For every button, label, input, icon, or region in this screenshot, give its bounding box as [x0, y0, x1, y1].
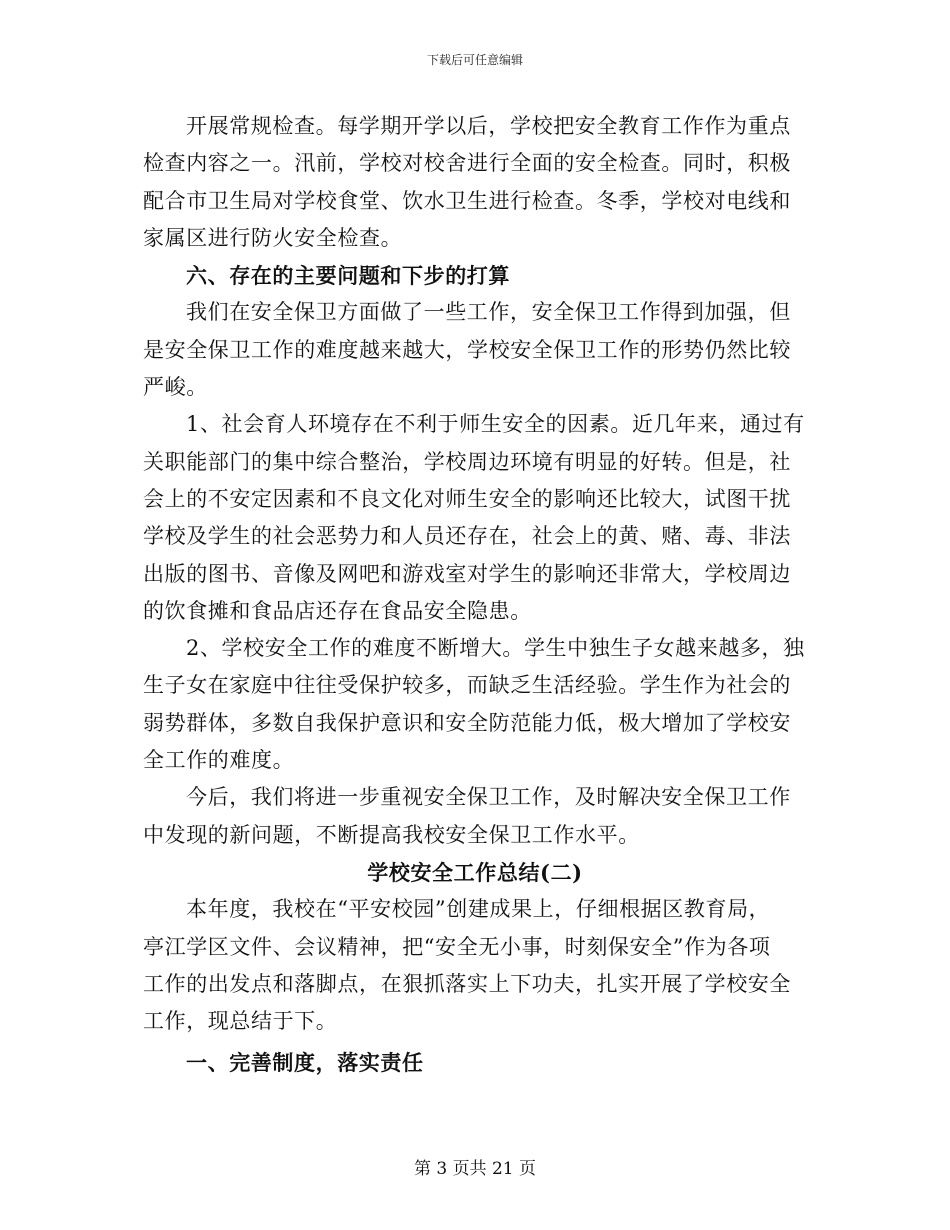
paragraph-line: 全工作的难度。	[143, 748, 295, 773]
paragraph-line: 学校及学生的社会恶势力和人员还存在，社会上的黄、赌、毒、非法	[143, 524, 791, 549]
paragraph-line: 弱势群体，多数自我保护意识和安全防范能力低，极大增加了学校安	[143, 710, 791, 735]
paragraph-line: 的饮食摊和食品店还存在食品安全隐患。	[143, 598, 532, 623]
paragraph-line: 中发现的新问题，不断提高我校安全保卫工作水平。	[143, 822, 640, 847]
paragraph-line: 2、学校安全工作的难度不断增大。学生中独生子女越来越多，独	[186, 636, 805, 661]
paragraph-line: 我们在安全保卫方面做了一些工作，安全保卫工作得到加强，但	[186, 300, 791, 325]
paragraph-line: 亭江学区文件、会议精神，把“安全无小事，时刻保安全”作为各项	[143, 934, 771, 959]
paragraph-line: 工作的出发点和落脚点，在狠抓落实上下功夫，扎实开展了学校安全	[143, 971, 791, 996]
document-title: 学校安全工作总结(二)	[367, 859, 583, 885]
paragraph-line: 严峻。	[143, 375, 208, 400]
paragraph-line: 生子女在家庭中往往受保护较多，而缺乏生活经验。学生作为社会的	[143, 673, 791, 698]
paragraph-line: 开展常规检查。每学期开学以后，学校把安全教育工作作为重点	[186, 114, 791, 138]
paragraph-line: 家属区进行防火安全检查。	[143, 225, 403, 250]
page-footer: 第 3 页共 21 页	[413, 1159, 537, 1179]
paragraph-line: 工作，现总结于下。	[143, 1009, 338, 1034]
paragraph-line: 检查内容之一。汛前，学校对校舍进行全面的安全检查。同时，积极	[143, 151, 791, 176]
page-header: 下载后可任意编辑	[426, 53, 523, 67]
document-body	[143, 108, 807, 1082]
paragraph-line: 今后，我们将进一步重视安全保卫工作，及时解决安全保卫工作	[186, 785, 791, 810]
section-heading: 六、存在的主要问题和下步的打算	[186, 263, 510, 289]
paragraph-line: 关职能部门的集中综合整治，学校周边环境有明显的好转。但是，社	[143, 449, 791, 474]
paragraph-line: 本年度，我校在“平安校园”创建成果上，仔细根据区教育局，	[186, 897, 771, 922]
section-heading: 一、完善制度，落实责任	[186, 1050, 424, 1076]
paragraph-line: 配合市卫生局对学校食堂、饮水卫生进行检查。冬季，学校对电线和	[143, 188, 791, 213]
paragraph-line: 1、社会育人环境存在不利于师生安全的因素。近几年来，通过有	[186, 412, 805, 437]
paragraph-line: 是安全保卫工作的难度越来越大，学校安全保卫工作的形势仍然比较	[143, 337, 791, 362]
paragraph-line: 会上的不安定因素和不良文化对师生安全的影响还比较大，试图干扰	[143, 486, 791, 511]
paragraph-line: 出版的图书、音像及网吧和游戏室对学生的影响还非常大，学校周边	[143, 561, 791, 586]
